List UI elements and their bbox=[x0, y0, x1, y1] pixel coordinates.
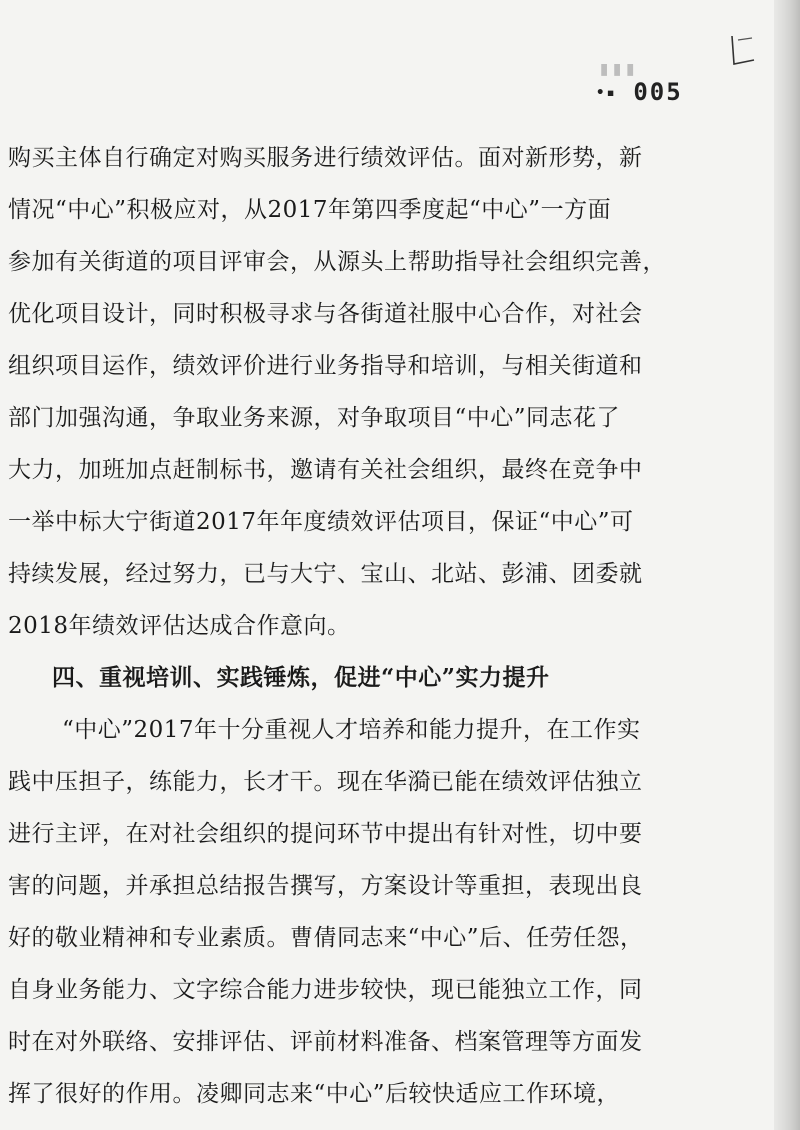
page-edge-shadow bbox=[774, 0, 800, 1130]
body-line: 2018年绩效评估达成合作意向。 bbox=[8, 613, 351, 639]
body-line: 一举中标大宁街道2017年年度绩效评估项目，保证“中心”可 bbox=[8, 509, 634, 535]
body-line: 组织项目运作，绩效评价进行业务指导和培训，与相关街道和 bbox=[8, 353, 643, 379]
body-line: 进行主评，在对社会组织的提问环节中提出有针对性，切中要 bbox=[8, 821, 643, 847]
section-heading: 四、重视培训、实践锤炼，促进“中心”实力提升 bbox=[52, 664, 550, 691]
body-line: 好的敬业精神和专业素质。曹倩同志来“中心”后、任劳任怨， bbox=[8, 925, 644, 951]
body-line: 践中压担子，练能力，长才干。现在华漪已能在绩效评估独立 bbox=[8, 769, 643, 795]
body-line: 持续发展，经过努力，已与大宁、宝山、北站、彭浦、团委就 bbox=[8, 561, 643, 587]
stamp-number: 005 bbox=[633, 78, 683, 106]
stamp-ghost-icon: ▮▮▮ bbox=[598, 56, 638, 80]
corner-mark-icon bbox=[724, 30, 758, 70]
body-line: 大力，加班加点赶制标书，邀请有关社会组织，最终在竞争中 bbox=[8, 457, 643, 483]
body-line: 购买主体自行确定对购买服务进行绩效评估。面对新形势，新 bbox=[8, 145, 643, 171]
body-line: 害的问题，并承担总结报告撰写，方案设计等重担，表现出良 bbox=[8, 873, 643, 899]
body-line: “中心”2017年十分重视人才培养和能力提升，在工作实 bbox=[62, 717, 641, 743]
body-line: 挥了很好的作用。凌卿同志来“中心”后较快适应工作环境， bbox=[8, 1081, 621, 1107]
body-line: 自身业务能力、文字综合能力进步较快，现已能独立工作，同 bbox=[8, 977, 643, 1003]
body-line: 优化项目设计，同时积极寻求与各街道社服中心合作，对社会 bbox=[8, 301, 643, 327]
page-number-stamp bbox=[596, 78, 683, 106]
body-line: 部门加强沟通，争取业务来源，对争取项目“中心”同志花了 bbox=[8, 405, 621, 431]
stamp-dots-icon: •▪ bbox=[596, 85, 617, 101]
body-line: 时在对外联络、安排评估、评前材料准备、档案管理等方面发 bbox=[8, 1029, 643, 1055]
body-line: 参加有关街道的项目评审会，从源头上帮助指导社会组织完善， bbox=[8, 249, 666, 275]
body-line: 情况“中心”积极应对，从2017年第四季度起“中心”一方面 bbox=[8, 197, 612, 223]
